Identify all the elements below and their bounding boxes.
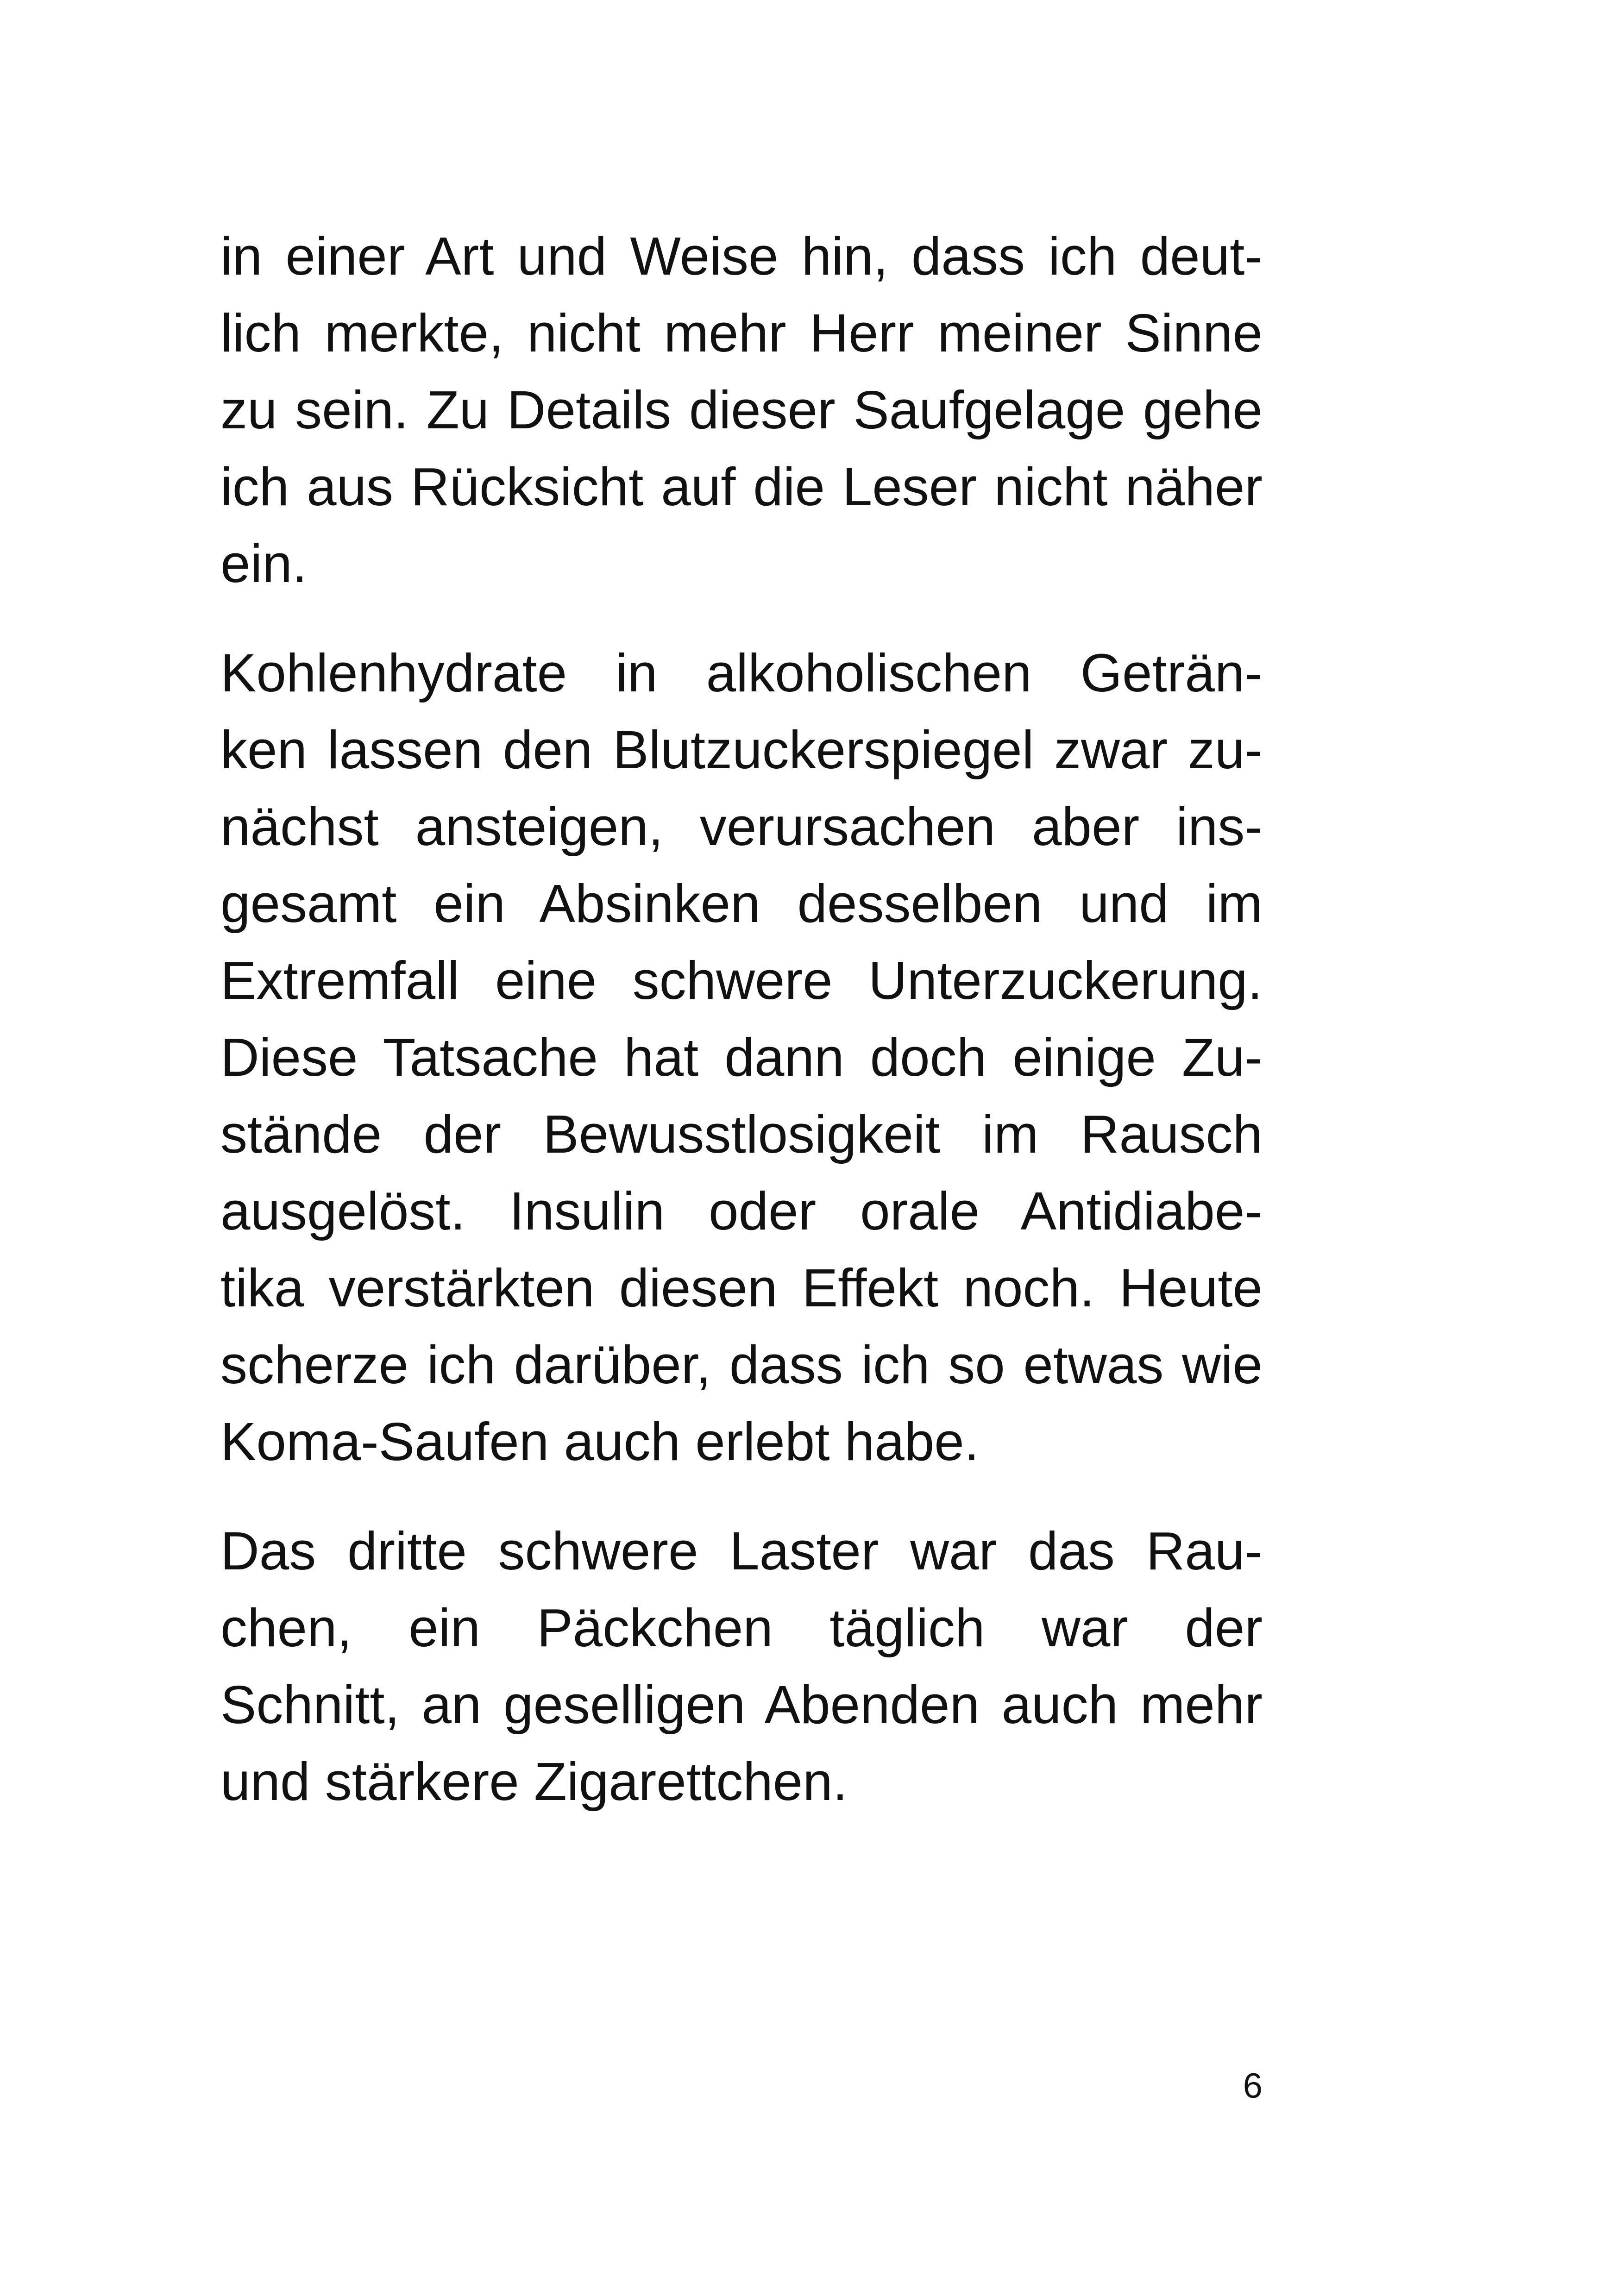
text-line: Das dritte schwere Laster war das Rau-	[220, 1521, 1263, 1581]
text-line: ken lassen den Blutzuckerspiegel zwar zu-	[220, 720, 1263, 780]
text-line: scherze ich darüber, dass ich so etwas wie	[220, 1335, 1263, 1395]
text-line: Koma-Saufen auch erlebt habe.	[220, 1411, 979, 1472]
text-line: ein.	[220, 533, 308, 594]
page-number: 6	[1243, 2066, 1263, 2106]
text-line: chen, ein Päckchen täglich war der	[220, 1598, 1263, 1658]
text-line: lich merkte, nicht mehr Herr meiner Sinne	[220, 303, 1263, 363]
text-line: Extremfall eine schwere Unterzuckerung.	[220, 950, 1263, 1010]
text-line: in einer Art und Weise hin, dass ich deut-	[220, 226, 1263, 286]
text-line: ich aus Rücksicht auf die Leser nicht näher	[220, 457, 1263, 517]
text-line: tika verstärkten diesen Effekt noch. Heute	[220, 1258, 1263, 1318]
text-line: Diese Tatsache hat dann doch einige Zu-	[220, 1027, 1263, 1087]
text-line: zu sein. Zu Details dieser Saufgelage gehe	[220, 380, 1263, 440]
text-line: stände der Bewusstlosigkeit im Rausch	[220, 1104, 1263, 1164]
text-line: gesamt ein Absinken desselben und im	[220, 873, 1263, 934]
text-line: Kohlenhydrate in alkoholischen Geträn-	[220, 643, 1263, 703]
text-line: und stärkere Zigarettchen.	[220, 1751, 848, 1812]
text-line: ausgelöst. Insulin oder orale Antidiabe-	[220, 1181, 1263, 1241]
text-line: nächst ansteigen, verursachen aber ins-	[220, 797, 1263, 857]
text-line: Schnitt, an geselligen Abenden auch mehr	[220, 1675, 1263, 1735]
